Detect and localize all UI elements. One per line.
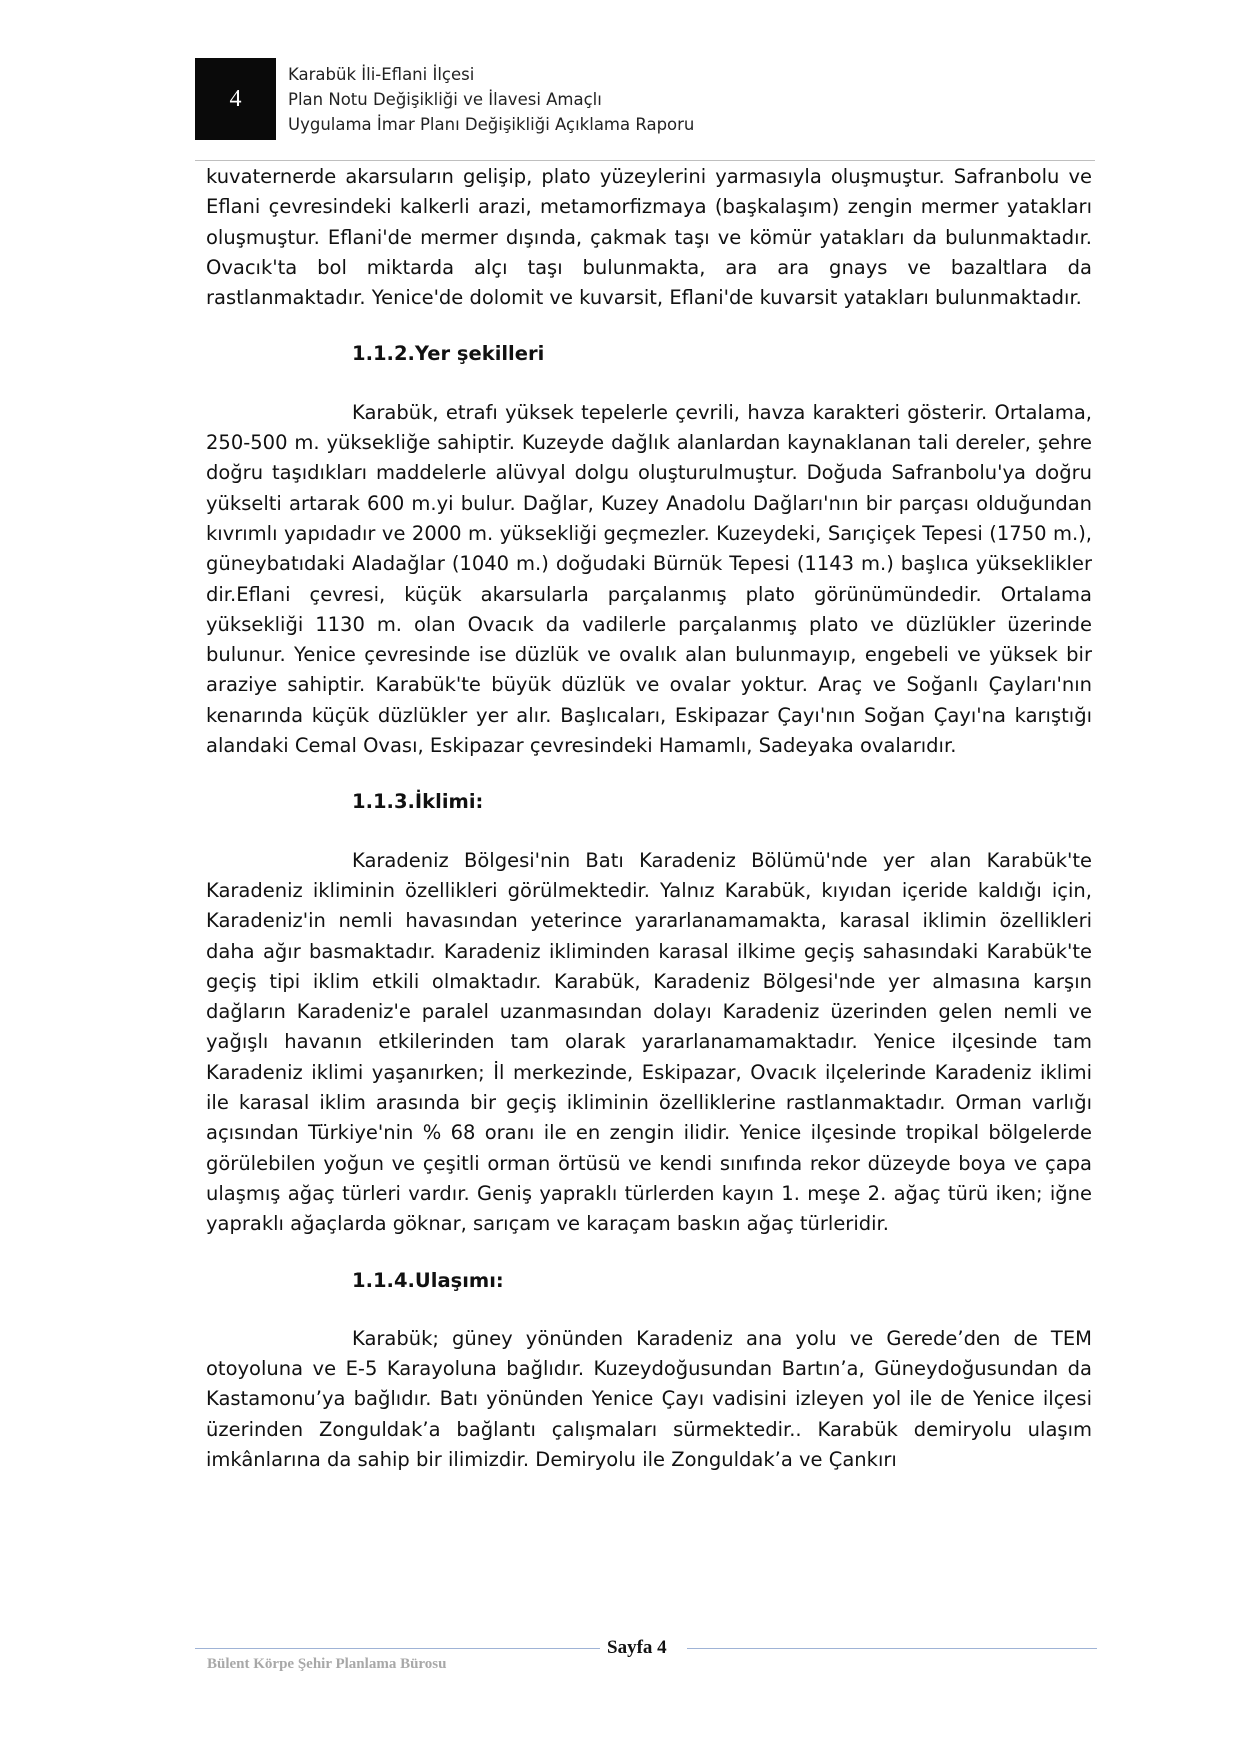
section-heading-transport: 1.1.4.Ulaşımı: (352, 1268, 504, 1292)
footer-rule-left (195, 1648, 600, 1649)
footer-office-name: Bülent Körpe Şehir Planlama Bürosu (207, 1656, 447, 1672)
section-text-climate: Karadeniz Bölgesi'nin Batı Karadeniz Bölümü'nde yer alan Karabük'te Karadeniz ikliminin özellikleri görülmektedir. Yalnız Karabük, kıyıdan içeride kaldığı için, Karadeniz'in nemli havasından yeterince yararlanamamakta, karasal iklimin özellikleri daha ağır basmaktadır. Karadeniz ikliminden karasal ilkime geçiş sahasındaki Karabük'te geçiş tipi iklim etkili olmaktadır. Karabük, Karadeniz Bölgesi'nde yer almasına karşın dağların Karadeniz'e paralel uzanmasından dolayı Karadeniz üzerinden gelen nemli ve yağışlı havanın etkilerinden tam olarak yararlanamamaktadır. Yenice ilçesinde tam Karadeniz iklimi yaşanırken; İl merkezinde, Eskipazar, Ovacık ilçelerinde Karadeniz iklimi ile karasal iklim arasında bir geçiş ikliminin özelliklerine rastlanmaktadır. Orman varlığı açısından Türkiye'nin % 68 oranı ile en zengin ilidir. Yenice ilçesinde tropikal bölgelerde görülebilen yoğun ve çeşitli orman örtüsü ve kendi sınıfında rekor düzeyde boya ve çapa ulaşmış ağaç türleri vardır. Geniş yapraklı türlerden kayın 1. meşe 2. ağaç türü iken; iğne yapraklı ağaçlarda göknar, sarıçam ve karaçam baskın ağaç türleridir. (206, 848, 1092, 1236)
section-text-landforms: Karabük, etrafı yüksek tepelerle çevrili, havza karakteri gösterir. Ortalama, 250-500 m. yüksekliğe sahiptir. Kuzeyde dağlık alanlardan kaynaklanan tali dereler, şehre doğru taşıdıkları maddelerle alüvyal dolgu oluşturulmuştur. Doğuda Safranbolu'ya doğru yükselti artarak 600 m.yi bulur. Dağlar, Kuzey Anadolu Dağları'nın bir parçası olduğundan kıvrımlı yapıdadır ve 2000 m. yüksekliği geçmezler. Kuzeydeki, Sarıçiçek Tepesi (1750 m.), güneybatıdaki Aladağlar (1040 m.) doğudaki Bürnük Tepesi (1143 m.) başlıca yükseklikler dir.Eflani çevresi, küçük akarsularla parçalanmış plato görünümündedir. Ortalama yüksekliği 1130 m. olan Ovacık da vadilerle parçalanmış plato ve düzlükler üzerinde bulunur. Yenice çevresinde ise düzlük ve ovalık alan bulunmayıp, engebeli ve yüksek bir araziye sahiptir. Karabük'te büyük düzlük ve ovalar yoktur. Araç ve Soğanlı Çayları'nın kenarında küçük düzlükler yer alır. Başlıcaları, Eskipazar Çayı'nın Soğan Çayı'na karıştığı alandaki Cemal Ovası, Eskipazar çevresindeki Hamamlı, Sadeyaka ovalarıdır. (206, 400, 1092, 758)
footer-rule-right (687, 1648, 1097, 1649)
page-number-box (195, 58, 276, 140)
section-heading-climate: 1.1.3.İklimi: (352, 790, 484, 814)
header-line-province: Karabük İli-Eflani İlçesi (288, 65, 475, 84)
section-text-transport: Karabük; güney yönünden Karadeniz ana yolu ve Gerede’den de TEM otoyoluna ve E-5 Karayoluna bağlıdır. Kuzeydoğusundan Bartın’a, Güneydoğusundan da Kastamonu’ya bağlıdır. Batı yönünden Yenice Çayı vadisini izleyen yol ile de Yenice ilçesi üzerinden Zonguldak’a bağlantı çalışmaları sürmektedir.. Karabük demiryolu ulaşım imkânlarına da sahip bir ilimizdir. Demiryolu ile Zonguldak’a ve Çankırı (206, 1326, 1092, 1471)
report-body (206, 162, 1092, 1475)
page-footer (195, 1637, 1095, 1680)
header-divider (195, 160, 1095, 161)
header-line-report-title: Uygulama İmar Planı Değişikliği Açıklama Raporu (288, 115, 695, 134)
page-number: 4 (229, 85, 242, 112)
footer-page-label: Sayfa 4 (607, 1637, 667, 1658)
header-line-plan-note: Plan Notu Değişikliği ve İlavesi Amaçlı (288, 90, 602, 109)
intro-paragraph: kuvaternerde akarsuların gelişip, plato yüzeylerini yarmasıyla oluşmuştur. Safranbolu ve Eflani çevresindeki kalkerli arazi, metamorfizmaya (başkalaşım) zengin mermer yatakları oluşmuştur. Eflani'de mermer dışında, çakmak taşı ve kömür yatakları da bulunmaktadır. Ovacık'ta bol miktarda alçı taşı bulunmakta, ara ara gnays ve bazaltlara da rastlanmaktadır. Yenice'de dolomit ve kuvarsit, Eflani'de kuvarsit yatakları bulunmaktadır. (206, 165, 1092, 310)
section-heading-landforms: 1.1.2.Yer şekilleri (352, 342, 545, 366)
document-header (288, 62, 694, 137)
